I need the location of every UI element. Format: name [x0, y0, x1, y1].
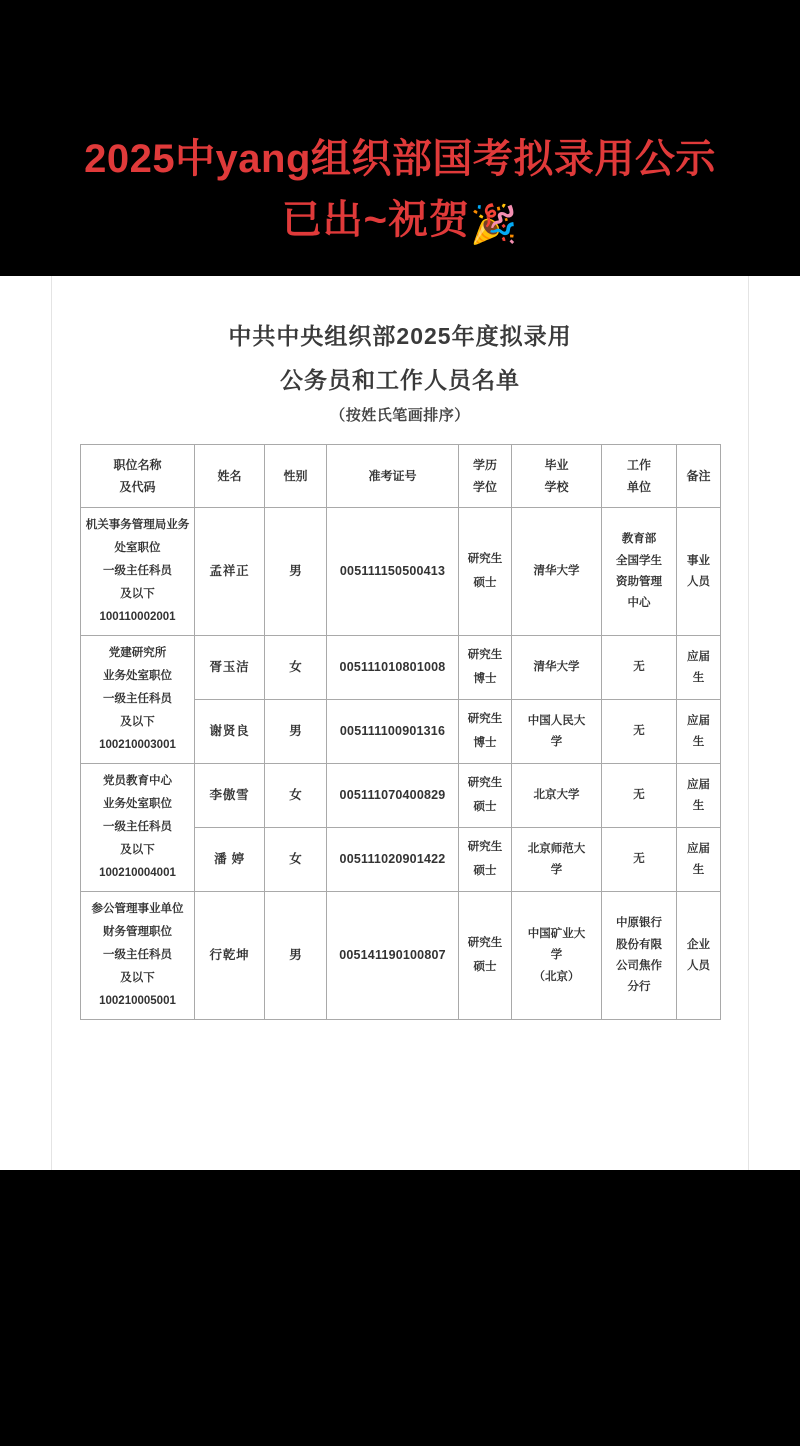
cell-name: 潘 婷: [195, 828, 265, 892]
cell-school: 北京大学: [512, 764, 602, 828]
cell-position-code: 党员教育中心 业务处室职位 一级主任科员 及以下 100210004001: [81, 764, 195, 892]
cell-name: 谢贤良: [195, 700, 265, 764]
header-note: 备注: [677, 445, 721, 508]
cell-name: 孟祥正: [195, 508, 265, 636]
cell-note: 应届 生: [677, 828, 721, 892]
document-subtitle: （按姓氏笔画排序）: [330, 407, 470, 424]
roster-table: [80, 444, 721, 1020]
cell-sex: 女: [265, 764, 327, 828]
cell-sex: 男: [265, 892, 327, 1020]
cell-sex: 女: [265, 636, 327, 700]
header-school: 毕业 学校: [512, 445, 602, 508]
cell-exam-number: 005111020901422: [327, 828, 459, 892]
cell-position-code: 参公管理事业单位 财务管理职位 一级主任科员 及以下 100210005001: [81, 892, 195, 1020]
cell-education: 研究生 硕士: [459, 508, 512, 636]
cell-name: 李傲雪: [195, 764, 265, 828]
header-work-unit: 工作 单位: [602, 445, 677, 508]
document-title-line-1: 中共中央组织部2025年度拟录用: [228, 323, 572, 349]
header-position: 职位名称 及代码: [81, 445, 195, 508]
cell-sex: 男: [265, 508, 327, 636]
cell-sex: 女: [265, 828, 327, 892]
headline-line-2: [282, 190, 519, 255]
cell-school: 北京师范大 学: [512, 828, 602, 892]
cell-work-unit: 无: [602, 764, 677, 828]
party-popper-icon: 🎉: [470, 204, 519, 247]
roster-table-body: [81, 508, 721, 1020]
cell-name: 胥玉洁: [195, 636, 265, 700]
cell-exam-number: 005111150500413: [327, 508, 459, 636]
headline-line-1: 2025中yang组织部国考拟录用公示: [84, 137, 716, 182]
cell-school: 中国矿业大 学 （北京）: [512, 892, 602, 1020]
document-page: [0, 276, 800, 1170]
cell-exam-number: 005141190100807: [327, 892, 459, 1020]
cell-note: 应届 生: [677, 764, 721, 828]
header-education: 学历 学位: [459, 445, 512, 508]
table-row: [81, 508, 721, 636]
table-header-row: [81, 445, 721, 508]
cell-position-code: 党建研究所 业务处室职位 一级主任科员 及以下 100210003001: [81, 636, 195, 764]
cell-exam-number: 005111010801008: [327, 636, 459, 700]
cell-exam-number: 005111070400829: [327, 764, 459, 828]
cell-note: 企业 人员: [677, 892, 721, 1020]
document-title-line-2: 公务员和工作人员名单: [280, 367, 520, 394]
cell-note: 应届 生: [677, 636, 721, 700]
cell-education: 研究生 硕士: [459, 764, 512, 828]
headline-banner: [0, 0, 800, 276]
cell-note: 事业 人员: [677, 508, 721, 636]
headline-line-2-text: 已出~祝贺: [281, 198, 471, 243]
cell-school: 清华大学: [512, 508, 602, 636]
cell-education: 研究生 博士: [459, 636, 512, 700]
cell-school: 清华大学: [512, 636, 602, 700]
cell-education: 研究生 硕士: [459, 828, 512, 892]
table-row: [81, 892, 721, 1020]
cell-sex: 男: [265, 700, 327, 764]
header-sex: 性别: [265, 445, 327, 508]
cell-work-unit: 中原银行 股份有限 公司焦作 分行: [602, 892, 677, 1020]
header-name: 姓名: [195, 445, 265, 508]
cell-exam-number: 005111100901316: [327, 700, 459, 764]
table-row: [81, 636, 721, 700]
cell-work-unit: 无: [602, 700, 677, 764]
cell-education: 研究生 硕士: [459, 892, 512, 1020]
table-row: [81, 764, 721, 828]
header-exam-number: 准考证号: [327, 445, 459, 508]
cell-education: 研究生 博士: [459, 700, 512, 764]
cell-position-code: 机关事务管理局业务处室职位 一级主任科员 及以下 100110002001: [81, 508, 195, 636]
cell-work-unit: 无: [602, 828, 677, 892]
cell-school: 中国人民大 学: [512, 700, 602, 764]
cell-name: 行乾坤: [195, 892, 265, 1020]
document-title: [0, 314, 800, 402]
bottom-black-fill: [0, 1170, 800, 1446]
cell-note: 应届 生: [677, 700, 721, 764]
cell-work-unit: 教育部 全国学生 资助管理 中心: [602, 508, 677, 636]
cell-work-unit: 无: [602, 636, 677, 700]
